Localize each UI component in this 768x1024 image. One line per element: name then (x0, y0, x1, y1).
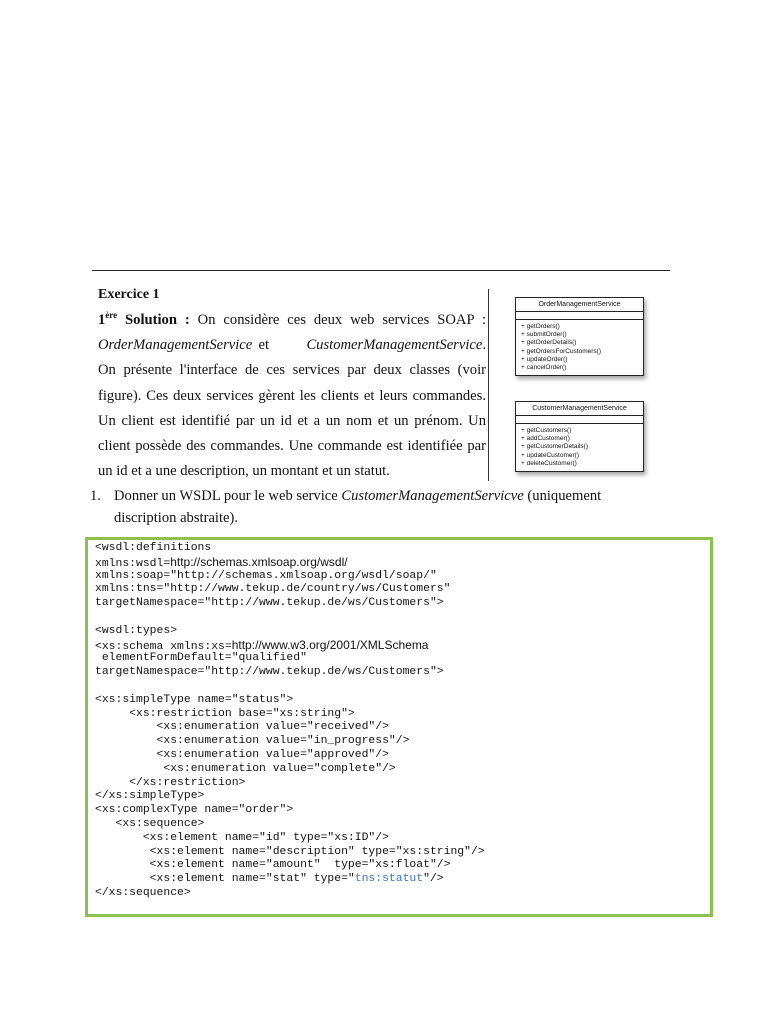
code-line: <xs:complexType name="order"> (95, 804, 294, 817)
code-listing-box (85, 537, 713, 917)
code-line: xmlns:soap="http://schemas.xmlsoap.org/wsdl/soap/" (95, 569, 437, 582)
uml-operations (516, 424, 643, 471)
uml-class-order-management (515, 297, 644, 376)
uml-class-customer-management (515, 401, 644, 472)
code-url: http://schemas.xmlsoap.org/wsdl/ (170, 554, 348, 569)
code-line (95, 611, 485, 625)
uml-class-name: CustomerManagementService (516, 402, 643, 416)
code-line: <xs:enumeration value="complete"/> (95, 762, 396, 775)
code-line (95, 680, 485, 694)
question-line-2: discription abstraite). (114, 510, 239, 526)
code-line: <xs:element name="id" type="xs:ID"/> (95, 831, 389, 844)
uml-operation: + getOrdersForCustomers() (521, 347, 602, 355)
intro-text: On considère ces deux web services SOAP : (197, 312, 486, 328)
question-1: 1. Donner un WSDL pour le web service CustomerManagementServicve (uniquement discription abstraite). (90, 485, 676, 529)
uml-operations (516, 320, 643, 375)
uml-operation: + submitOrder() (521, 331, 567, 339)
code-line: <xs:enumeration value="in_progress"/> (95, 735, 410, 748)
code-line: targetNamespace="http://www.tekup.de/ws/Customers"> (95, 666, 444, 679)
code-line: <xs:element name="amount" type="xs:float"/> (95, 859, 451, 872)
exercise-body: On présente l'interface de ces services par deux classes (voir figure). Ces deux services gèrent les clients et leurs commandes. Un client est identifié par un id et a un nom et un prénom. Un client possède des commandes. Une commande est identifiée par un id et a une description, un montant et un statut. (98, 362, 486, 480)
code-line: targetNamespace="http://www.tekup.de/ws/Customers"> (95, 597, 444, 610)
code-line: <xs:simpleType name="status"> (95, 693, 294, 706)
code-url: http://www.w3.org/2001/XMLSchema (231, 637, 429, 652)
code-line: <xs:element name="stat" type="tns:statut"/> (95, 873, 444, 886)
uml-operation: + deleteCustomer() (521, 459, 577, 467)
code-line: <xs:element name="description" type="xs:string"/> (95, 845, 485, 858)
code-line: xmlns:tns="http://www.tekup.de/country/ws/Customers" (95, 583, 451, 596)
code-line: <xs:enumeration value="received"/> (95, 721, 389, 734)
vertical-separator (488, 289, 489, 481)
question-number: 1. (90, 488, 101, 504)
code-line: <wsdl:types> (95, 624, 178, 637)
code-line: </xs:simpleType> (95, 790, 205, 803)
service-name-customer: CustomerManagementService (306, 337, 483, 354)
top-rule-line (92, 270, 670, 271)
code-line: </xs:restriction> (95, 776, 246, 789)
uml-operation: + cancelOrder() (521, 364, 567, 372)
code-line: <xs:restriction base="xs:string"> (95, 707, 355, 720)
service-name-order: OrderManagementService (98, 337, 253, 354)
tns-type-reference: tns:statut (354, 873, 424, 886)
code-line: xmlns:wsdl=http://schemas.xmlsoap.org/wsdl/ (95, 554, 348, 570)
uml-operation: + getOrderDetails() (521, 339, 577, 347)
code-line: <xs:schema xmlns:xs=http://www.w3.org/2001/XMLSchema (95, 637, 429, 653)
uml-operation: + updateCustomer() (521, 451, 579, 459)
code-line: </xs:sequence> (95, 886, 191, 899)
uml-operation: + updateOrder() (521, 355, 568, 363)
uml-operation: + getOrders() (521, 323, 560, 330)
question-service-name: CustomerManagementServicve (341, 488, 524, 504)
exercise-paragraph: 1ère Solution : On considère ces deux web services SOAP : OrderManagementService et CustomerManagementService. On présente l'interface de ces services par deux classes (voir figure). Ces deux services gèrent les clients et leurs commandes. Un client est identifié par un id et a un nom et un prénom. Un client possède des commandes. Une commande est identifiée par un id et a une description, un montant et un statut. (98, 310, 486, 480)
uml-operation: + getCustomerDetails() (521, 443, 589, 451)
code-line: <wsdl:definitions (95, 542, 212, 554)
uml-operation: + addCustomer() (521, 435, 570, 443)
wsdl-code (95, 542, 485, 901)
uml-class-name: OrderManagementService (516, 298, 643, 312)
code-line: <xs:sequence> (95, 817, 205, 830)
code-line: <xs:enumeration value="approved"/> (95, 748, 389, 761)
uml-attributes (516, 312, 643, 320)
solution-label: 1ère Solution : (98, 310, 190, 328)
exercise-title: Exercice 1 (98, 287, 160, 302)
uml-operation: + getCustomers() (521, 427, 572, 434)
uml-attributes (516, 416, 643, 424)
code-line: elementFormDefault="qualified" (95, 652, 307, 665)
